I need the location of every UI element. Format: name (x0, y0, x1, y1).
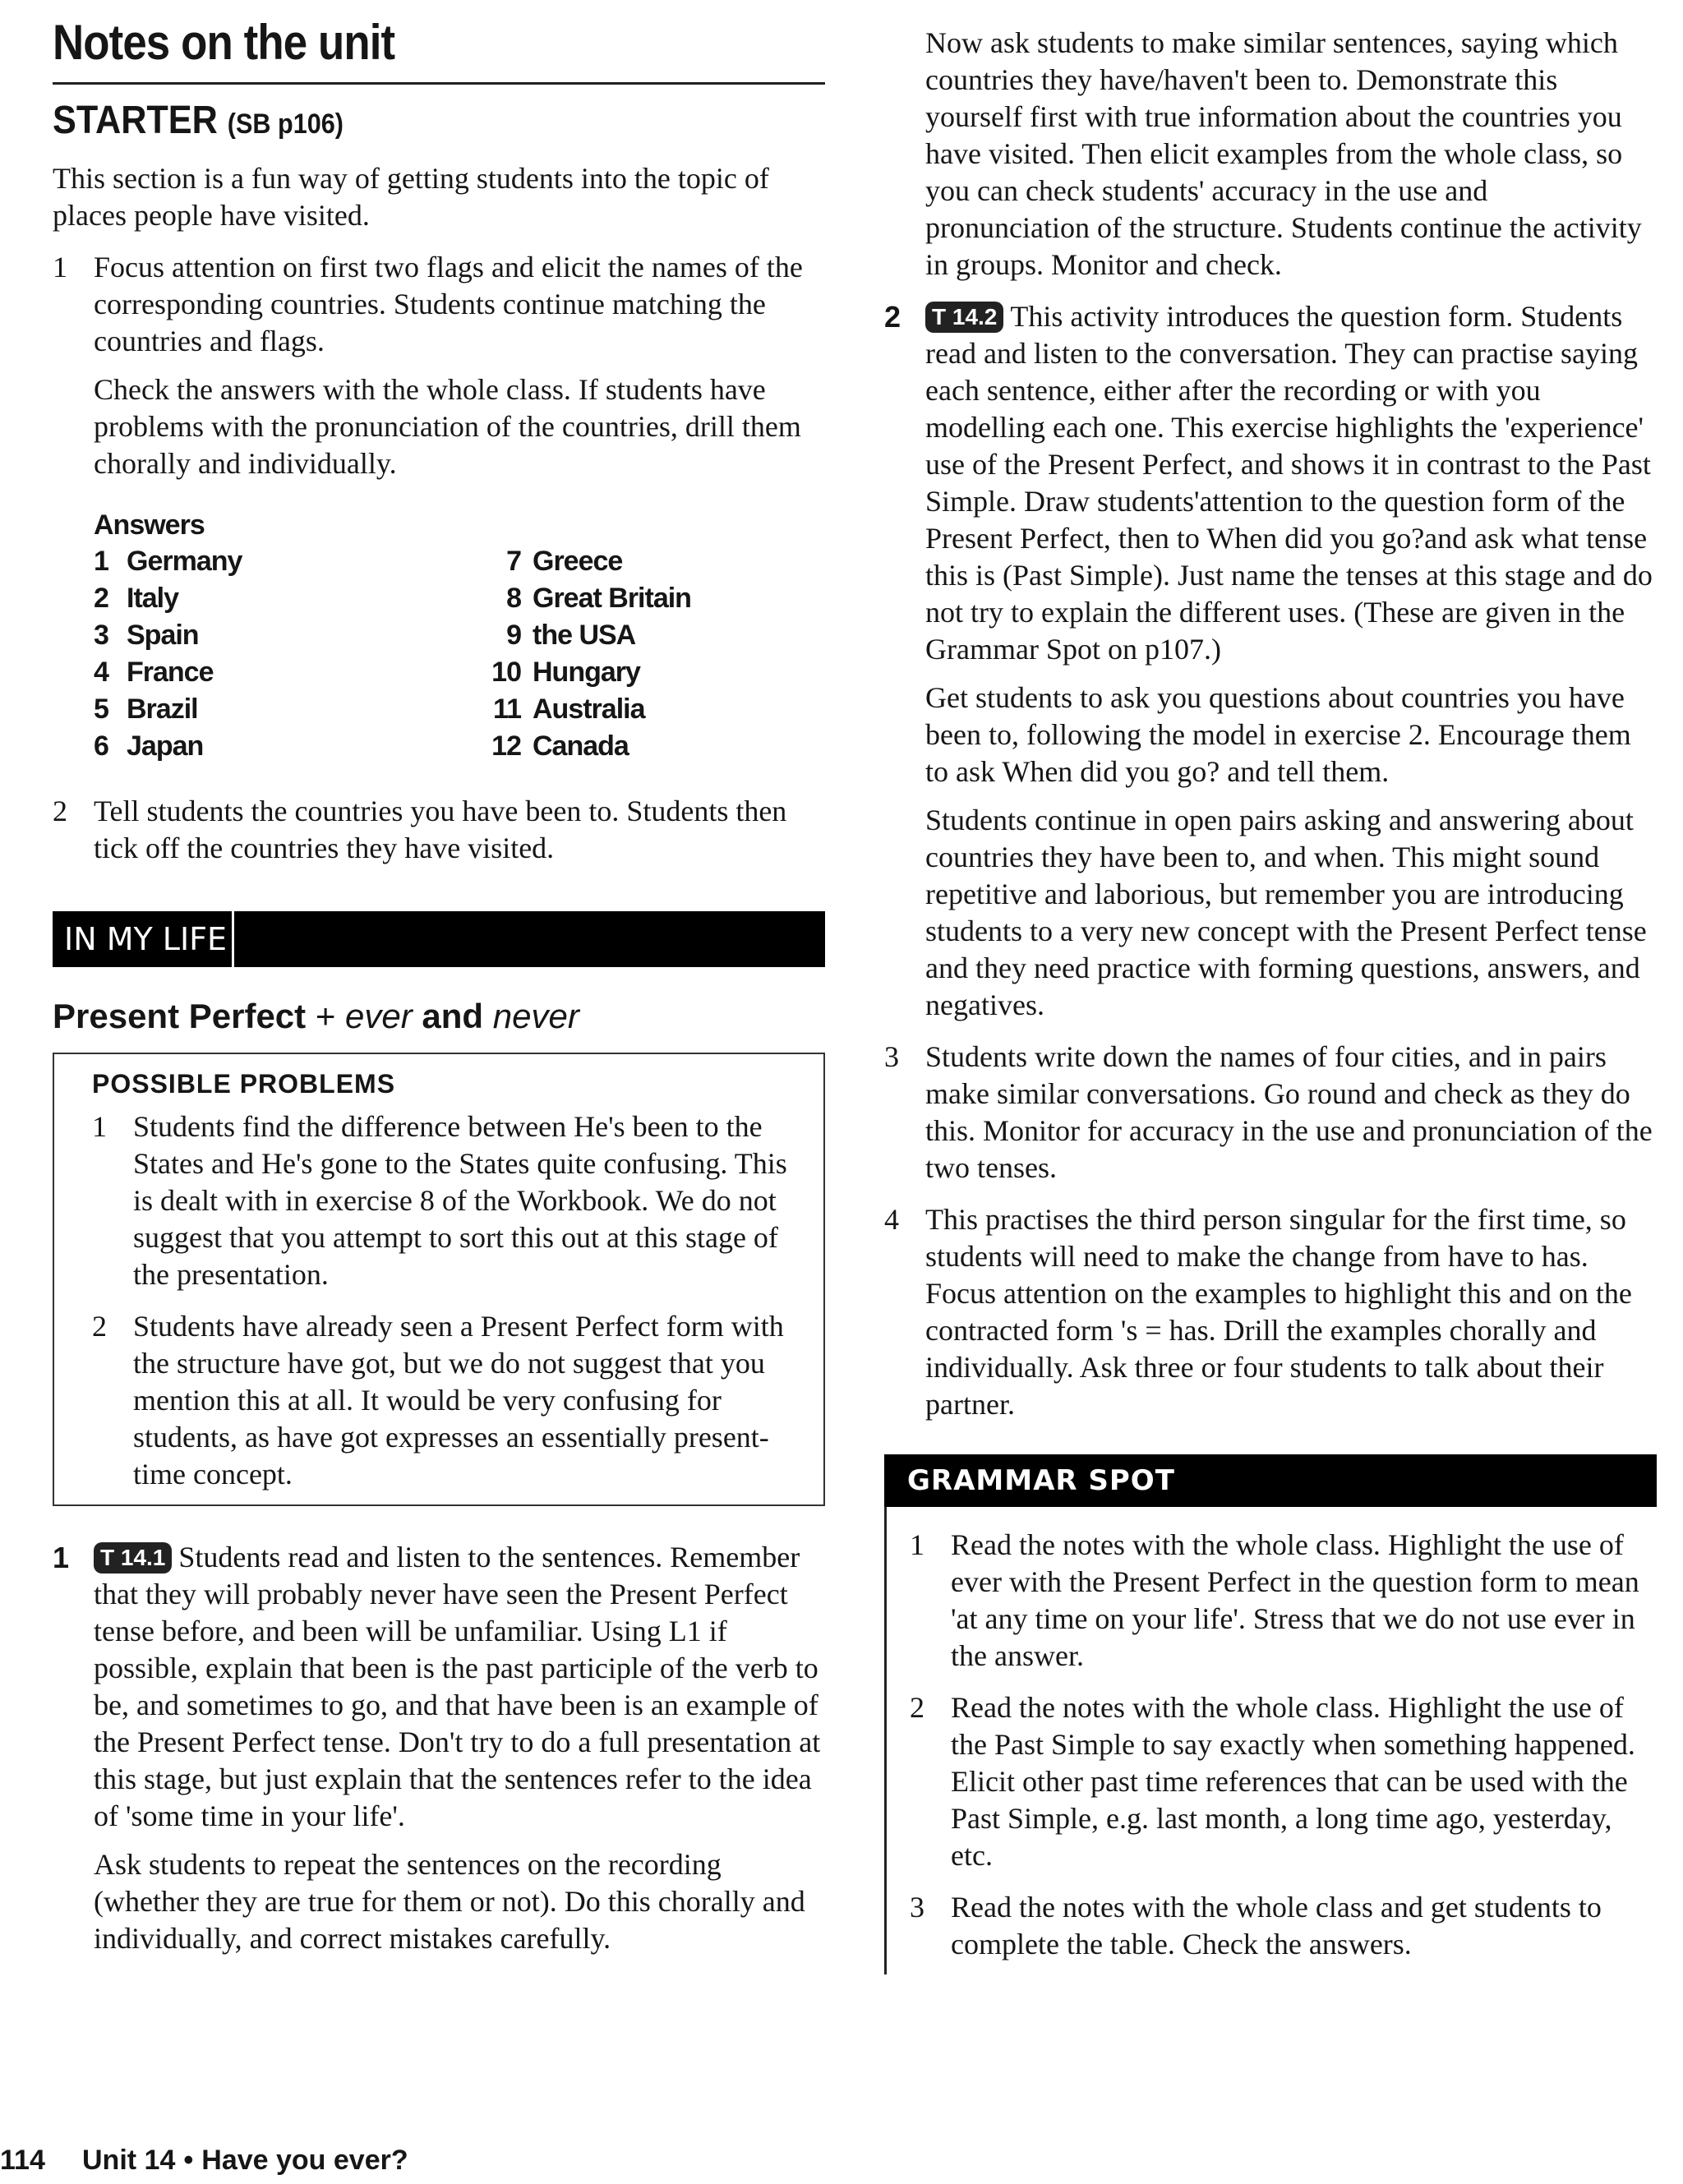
answer-item (480, 654, 809, 691)
answer-number: 10 (491, 657, 521, 688)
problem-item (92, 1308, 804, 1493)
answer-item (480, 691, 809, 728)
possible-problems-box (53, 1053, 825, 1506)
answer-country: Greece (533, 546, 623, 577)
grammar-spot-box (884, 1507, 1657, 1974)
exercise-2-open-pairs: Students continue in open pairs asking and answering about countries they have been to, and when. This might sound repetitive and laborious, but remember you are introducing students to a very new concept with the Present Perfect tense and they need practice with forming questions, answers, and negatives. (925, 804, 1647, 1021)
audio-track-badge: T 14.1 (94, 1542, 172, 1573)
answer-item (94, 654, 480, 691)
starter-sb-ref: (SB p106) (227, 108, 344, 140)
exercise-2 (884, 298, 1657, 1024)
starter-item-2 (53, 793, 825, 867)
answer-country: Japan (127, 730, 204, 762)
grammar-item (910, 1689, 1640, 1874)
exercise-1-continued (884, 25, 1657, 283)
exercise-1-repeat: Ask students to repeat the sentences on the recording (whether they are true for them or not). Do this chorally and individually, and correct mistakes carefully. (94, 1848, 805, 1955)
exercise-1-number: 1 (53, 1541, 70, 1574)
starter-item-1-check: Check the answers with the whole class. If students have problems with the pronunciation of the countries, drill them chorally and individually. (94, 373, 801, 480)
answers-title: Answers (94, 509, 205, 541)
footer-separator: • (183, 2145, 194, 2176)
problem-item (92, 1108, 804, 1293)
footer-unit: Unit 14 (82, 2145, 176, 2176)
starter-heading (53, 96, 748, 149)
right-column (884, 25, 1657, 1974)
answer-country: Canada (533, 730, 629, 762)
problem-text: Students find the difference between He's been to the States and He's gone to the States quite confusing. This is dealt with in exercise 8 of the Workbook. We do not suggest that you attempt to sort this out at this stage of the presentation. (133, 1110, 787, 1291)
heading-present-perfect: Present Perfect (53, 997, 307, 1035)
exercise-3-text: Students write down the names of four cities, and in pairs make similar conversations. Go round and check as they do this. Monitor for accuracy in the use and pronunciation of the two tenses. (925, 1040, 1653, 1184)
answer-item (94, 728, 480, 765)
answer-number: 5 (94, 693, 108, 725)
answer-country: Australia (533, 693, 645, 725)
answer-item (480, 728, 809, 765)
answer-item (94, 617, 480, 654)
answer-country: Great Britain (533, 583, 691, 614)
grammar-item (910, 1889, 1640, 1963)
starter-heading-text: STARTER (53, 99, 218, 142)
answer-number: 11 (493, 693, 521, 725)
answer-item (94, 543, 480, 580)
answer-country: Brazil (127, 693, 198, 725)
answer-country: Hungary (533, 657, 640, 688)
answer-number: 2 (94, 583, 108, 614)
grammar-item-number: 2 (910, 1691, 924, 1724)
answer-number: 4 (94, 657, 108, 688)
exercise-3-number: 3 (884, 1040, 899, 1073)
answer-number: 8 (506, 583, 521, 614)
page-title: Notes on the unit (53, 15, 395, 70)
exercise-4 (884, 1201, 1657, 1423)
starter-item-1-number: 1 (53, 251, 67, 283)
answer-number: 1 (94, 546, 108, 577)
answers-block (94, 507, 825, 765)
answer-country: France (127, 657, 214, 688)
answer-country: Germany (127, 546, 242, 577)
grammar-item-number: 3 (910, 1891, 924, 1924)
answer-number: 3 (94, 620, 108, 651)
exercise-2-number: 2 (884, 300, 901, 334)
answer-item (480, 543, 809, 580)
exercise-4-text: This practises the third person singular for the first time, so students will need to make the change from have to has. Focus attention on the examples to highlight this and on the contracted form 's = has. Drill the examples chorally and individually. Ask three or four students to talk about their partner. (925, 1203, 1632, 1421)
heading-ever: ever (345, 997, 413, 1035)
possible-problems-title: POSSIBLE PROBLEMS (92, 1069, 396, 1099)
grammar-item-text: Read the notes with the whole class and get students to complete the table. Check the answers. (951, 1891, 1602, 1961)
audio-track-badge: T 14.2 (925, 302, 1003, 333)
page-number: 114 (0, 2145, 45, 2176)
exercise-2-text (925, 298, 1657, 668)
exercise-1-text (94, 1539, 825, 1835)
exercise-3 (884, 1039, 1657, 1186)
left-column (53, 13, 825, 1957)
present-perfect-heading (53, 995, 825, 1038)
in-my-life-label: IN MY LIFE (53, 911, 234, 967)
answer-item (94, 580, 480, 617)
heading-never: never (492, 997, 579, 1035)
heading-plus: + (306, 997, 346, 1035)
grammar-item-text: Read the notes with the whole class. Highlight the use of ever with the Present Perfect in the question form to mean 'at any time on your life'. Stress that we do not use ever in the answer. (951, 1528, 1639, 1672)
exercise-1-body: Students read and listen to the sentences. Remember that they will probably never have seen the Present Perfect tense before, and been will be unfamiliar. Using L1 if possible, explain that been is the past participle of the verb to be, and sometimes to go, and that have been is an example of the Present Perfect tense. Don't try to do a full presentation at this stage, but just explain that the sentences refer to the idea of 'some time in your life'. (94, 1541, 821, 1832)
exercise-1-continued-text: Now ask students to make similar sentences, saying which countries they have/haven't been to. Demonstrate this yourself first with true information about the countries you have visited. Then elicit examples from the whole class, so you can check students' accuracy in the use and pronunciation of the structure. Students continue the activity in groups. Monitor and check. (925, 26, 1642, 281)
heading-and: and (412, 997, 493, 1035)
exercise-1 (53, 1539, 825, 1957)
starter-item-2-text: Tell students the countries you have been to. Students then tick off the countries they have visited. (94, 795, 787, 864)
grammar-item-number: 1 (910, 1528, 924, 1561)
exercise-2-questions: Get students to ask you questions about countries you have been to, following the model in exercise 2. Encourage them to ask When did you go? and tell them. (925, 681, 1631, 788)
page-footer (0, 2145, 408, 2177)
answer-number: 7 (506, 546, 521, 577)
answer-item (480, 617, 809, 654)
footer-unit-title: Have you ever? (201, 2145, 408, 2176)
problem-number: 1 (92, 1110, 107, 1143)
answer-number: 6 (94, 730, 108, 762)
answers-list (94, 543, 825, 765)
grammar-item-text: Read the notes with the whole class. Highlight the use of the Past Simple to say exactly when something happened. Elicit other past time references that can be used with the Past Simple, e.g. last month, a long time ago, yesterday, etc. (951, 1691, 1635, 1872)
in-my-life-banner (53, 911, 825, 967)
problem-number: 2 (92, 1310, 107, 1343)
answer-item (94, 691, 480, 728)
problem-text: Students have already seen a Present Perfect form with the structure have got, but we do not suggest that you mention this at all. It would be very confusing for students, as have got expresses an essentially present-time concept. (133, 1310, 784, 1491)
answer-item (480, 580, 809, 617)
answer-number: 12 (491, 730, 521, 762)
starter-item-1-text: Focus attention on first two flags and elicit the names of the corresponding countries. Students continue matching the countries and flags. (94, 251, 803, 357)
answer-country: the USA (533, 620, 636, 651)
exercise-4-number: 4 (884, 1203, 899, 1236)
starter-item-2-number: 2 (53, 795, 67, 827)
starter-intro: This section is a fun way of getting students into the topic of places people have visited. (53, 162, 769, 232)
grammar-spot-banner: GRAMMAR SPOT (884, 1454, 1657, 1507)
title-divider (53, 82, 825, 85)
exercise-2-body: This activity introduces the question form. Students read and listen to the conversation. They can practise saying each sentence, either after the recording or with you modelling each one. This exercise highlights the 'experience' use of the Present Perfect, and shows it in contrast to the Past Simple. Draw students'attention to the question form of the Present Perfect, then to When did you go?and ask what tense this is (Past Simple). Just name the tenses at this stage and do not try to explain the different uses. (These are given in the Grammar Spot on p107.) (925, 300, 1653, 666)
answer-country: Italy (127, 583, 179, 614)
answer-country: Spain (127, 620, 199, 651)
answer-number: 9 (506, 620, 521, 651)
grammar-item (910, 1527, 1640, 1675)
starter-item-1 (53, 249, 825, 482)
